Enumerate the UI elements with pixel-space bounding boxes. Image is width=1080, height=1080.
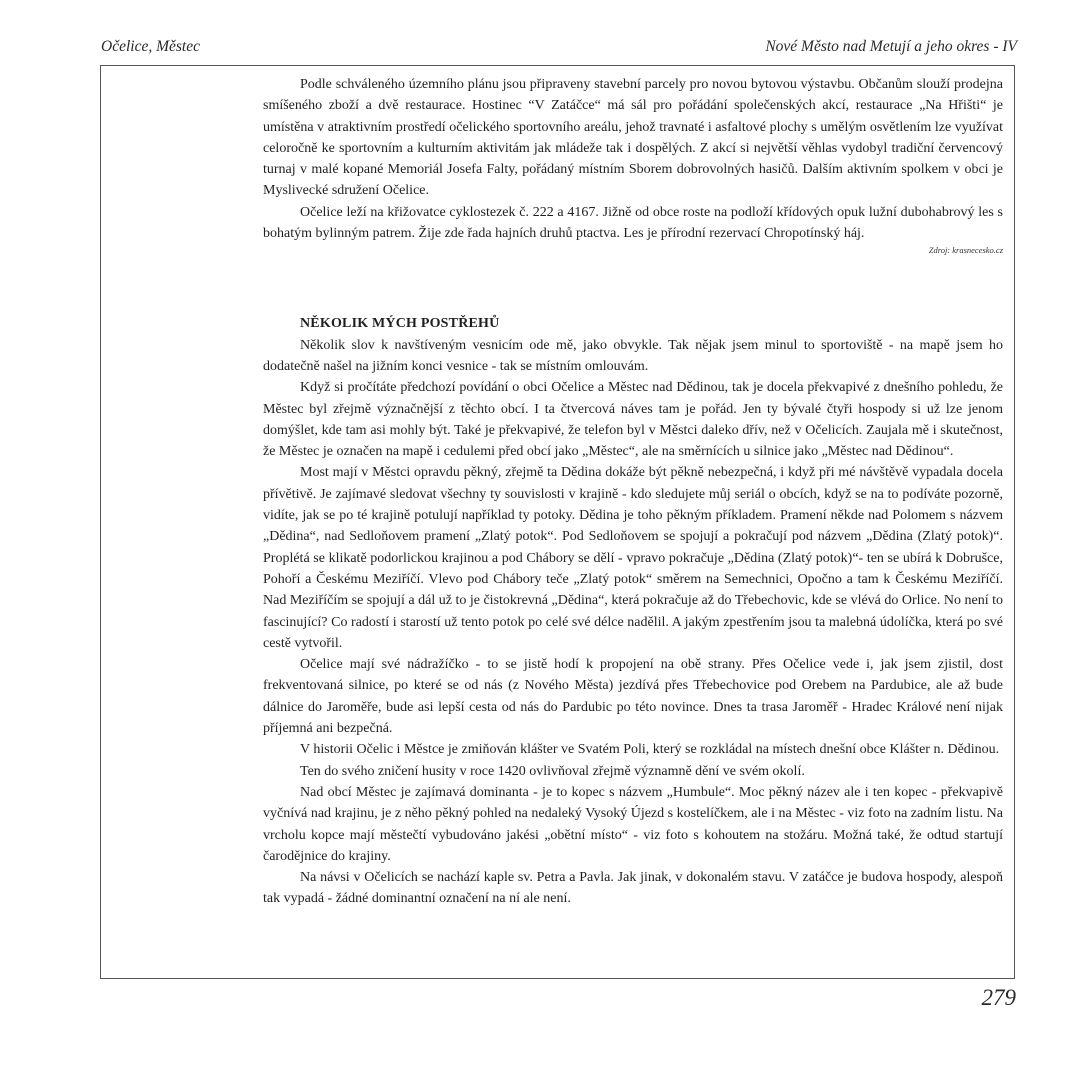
body-paragraph: Na návsi v Očelicích se nachází kaple sv. Petra a Pavla. Jak jinak, v dokonalém stavu. V zatáčce je budova hospody, alespoň tak vypadá - žádné dominantní označení na ní ale není. (263, 870, 1003, 907)
source-note: Zdroj: krasnecesko.cz (928, 245, 1003, 256)
body-paragraph: V historii Očelic i Městce je zmiňován klášter ve Svatém Poli, který se rozkládal na místech dnešní obce Klášter n. Dědinou. (300, 742, 1000, 758)
body-paragraph: Nad obcí Městec je zajímavá dominanta - je to kopec s názvem „Humbule“. Moc pěkný název ale i ten kopec - překvapivě vyčnívá nad krajinu, je z něho pěkný pohled na nedaleký Vysoký Újezd s kostelíčkem, ale i na Městec - viz foto na zadním listu. Na vrcholu kopce mají městečtí vybudováno jakési „obětní místo“ - viz foto s kohoutem na stožáru. Možná také, že odtud startují čarodějnice do krajiny. (263, 784, 1003, 864)
intro-paragraph: Očelice leží na křižovatce cyklostezek č. 222 a 4167. Jižně od obce roste na podloží křídových opuk lužní dubohabrový les s bohatým bylinným patrem. Žije zde řada hajních druhů ptactva. Les je přírodní rezervací Chropotínský háj. (263, 204, 1003, 242)
intro-paragraph: Podle schváleného územního plánu jsou připraveny stavební parcely pro novou bytovou výstavbu. Občanům slouží prodejna smíšeného zboží a dvě restaurace. Hostinec “V Zatáčce“ má sál pro pořádání společenských akcí, restaurace „Na Hřišti“ je umístěna v atraktivním prostředí očelického sportovního areálu, jehož travnaté i asfaltové plochy s umělým osvětlením lze využívat celoročně ke sportovním a kulturním aktivitám jak mládeže tak i dospělých. Z akcí si největší věhlas vydobyl tradiční červencový turnaj v malé kopané Memoriál Josefa Falty, pořádaný místním Sborem dobrovolných hasičů. Dalším aktivním spolkem v obci je Myslivecké sdružení Očelice. (263, 77, 1003, 199)
running-header (101, 38, 1017, 60)
body-paragraph: Ten do svého zničení husity v roce 1420 ovlivňoval zřejmě významně dění ve svém okolí. (300, 763, 805, 779)
page-number: 279 (981, 985, 1016, 1010)
page-frame (100, 65, 1015, 979)
body-paragraph: Očelice mají své nádražíčko - to se jistě hodí k propojení na obě strany. Přes Očelice vede i, jak jsem zjistil, dost frekventovaná silnice, po které se od nás (z Nového Města) jezdívá přes Třebechovice pod Orebem na Pardubice, ale až bude dálnice do Jaroměře, bude asi lepší cesta od nás do Pardubic po této novince. Dnes ta trasa Jaroměř - Hradec Králové není nijak příjemná ani bezpečná. (263, 657, 1003, 737)
running-header-right: Nové Město nad Metují a jeho okres - IV (765, 38, 1017, 55)
body-paragraph: Most mají v Městci opravdu pěkný, zřejmě ta Dědina dokáže být pěkně nebezpečná, i když při mé návštěvě vypadala docela přívětivě. Je zajímavé sledovat všechny ty souvislosti v krajině - kdo sledujete můj seriál o obcích, když se na to podíváte pozorně, vidíte, jak se po té krajině potulují například ty potoky. Dědina je toho pěkným příkladem. Pramení někde nad Polomem s názvem „Dědina“, nad Sedloňovem pramení „Zlatý potok“. Pod Sedloňovem se spojují a pokračují pod názvem „Dědina (Zlatý potok)“. Proplétá se klikatě podorlickou krajinou a pod Chábory se dělí - vpravo pokračuje „Dědina (Zlatý potok)“- ten se ubírá k Dobrušce, Pohoří a Českému Meziříčí. Vlevo pod Chábory teče „Zlatý potok“ směrem na Semechnici, Opočno a tam k Českému Meziříčí. Nad Meziříčím se spojují a dál už to je čistokrevná „Dědina“, která pokračuje až do Třebechovic, kde se vlévá do Orlice. No není to fascinující? Co radostí i starostí už tento potok po celé své délce nadělil. A jakým zpestřením jsou ta malebná údolíčka, která po své cestě vytvořil. (263, 465, 1003, 651)
text-column (263, 74, 1003, 910)
running-header-left: Očelice, Městec (101, 38, 200, 55)
section-heading: NĚKOLIK MÝCH POSTŘEHŮ (300, 316, 500, 332)
body-paragraph: Několik slov k navštíveným vesnicím ode mě, jako obvykle. Tak nějak jsem minul to sportoviště - na mapě jsem ho dodatečně našel na jižním konci vesnice - tak se místním omlouvám. (263, 337, 1003, 374)
body-paragraph: Když si pročítáte předchozí povídání o obci Očelice a Městec nad Dědinou, tak je docela překvapivé z dnešního pohledu, že Městec byl zřejmě význačnější z těchto obcí. I ta čtvercová náves tam je pořád. Jen ty bývalé čtyři hospody si už lze jenom domýšlet, kde tam asi mohly být. Také je překvapivé, že telefon byl v Městci daleko dřív, než v Očelicích. Zaujala mě i skutečnost, že Městec je označen na mapě i cedulemi před obcí jako „Městec“, ale na směrnících u silnice jako „Městec nad Dědinou“. (263, 380, 1003, 460)
